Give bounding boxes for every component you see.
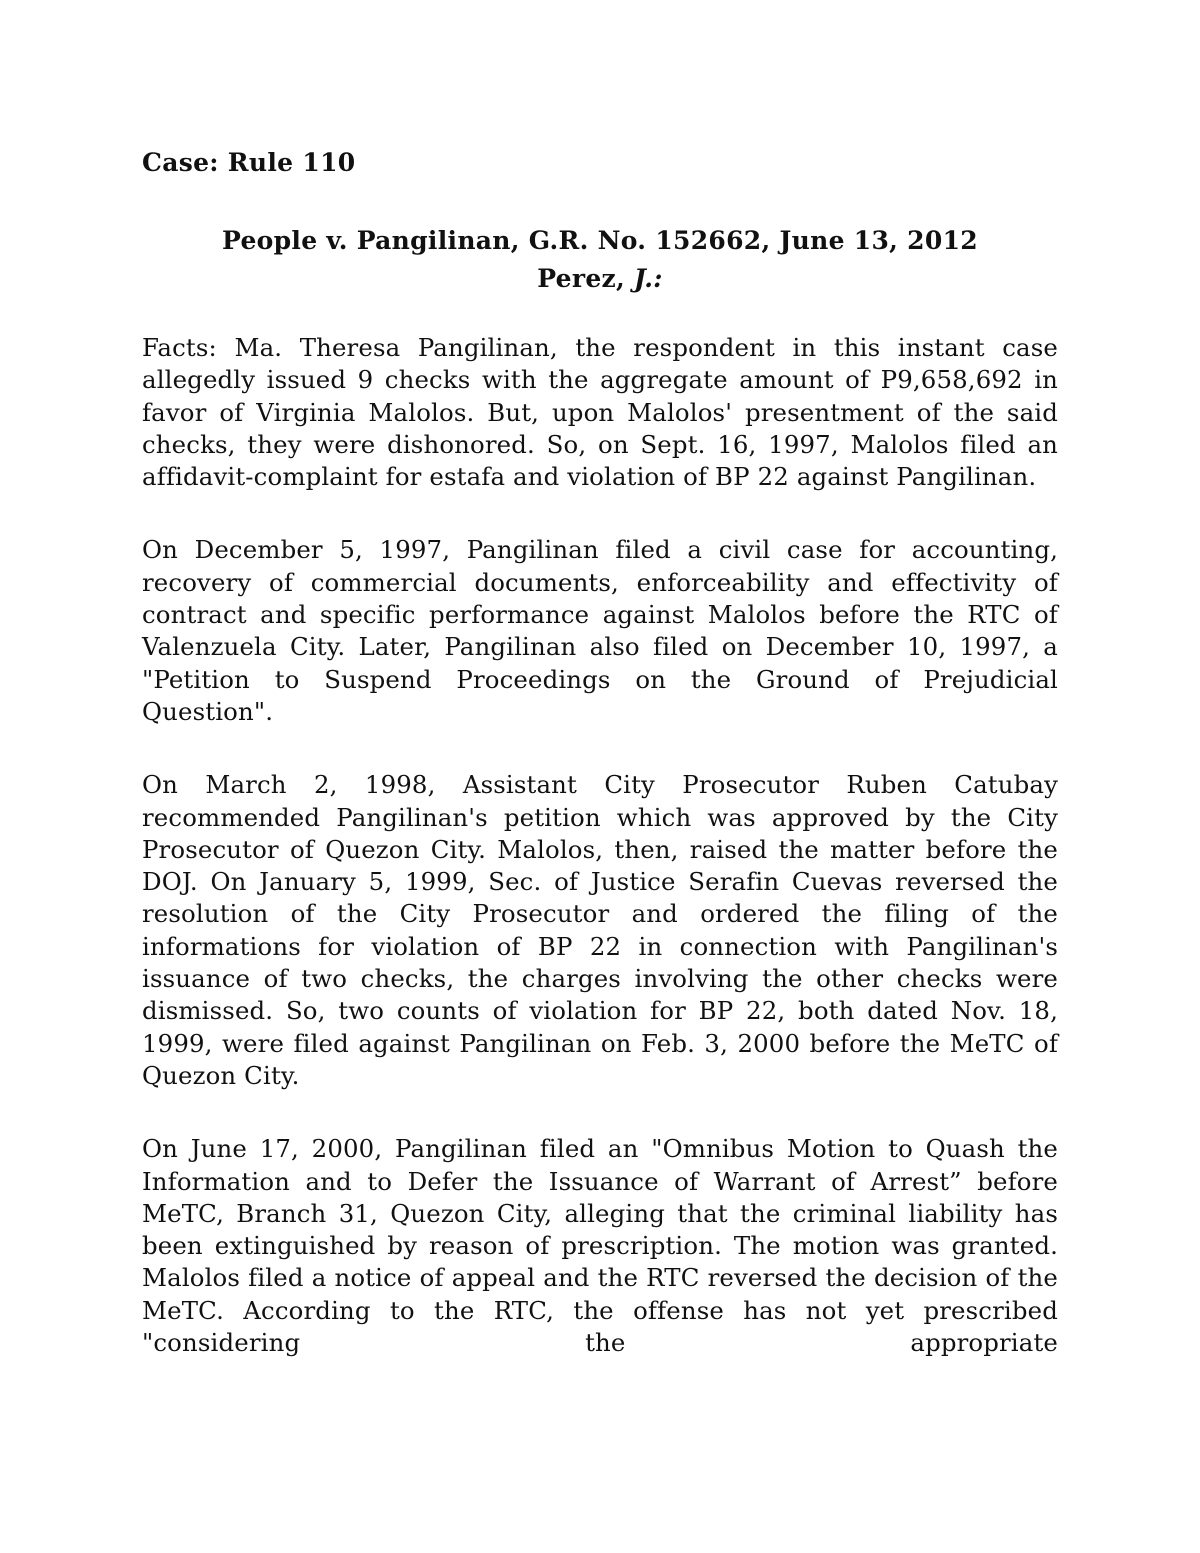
paragraph-civil-case: On December 5, 1997, Pangilinan filed a civil case for accounting, recovery of commercial documents, enforceability and effectivity of contract and specific performance against Malolos before the RTC of Valenzuela City. Later, Pangilinan also filed on December 10, 1997, a "Petition to Suspend Proceedings on the Ground of Prejudicial Question". xyxy=(142,535,1058,726)
case-title: People v. Pangilinan, G.R. No. 152662, June 13, 2012 xyxy=(222,226,978,255)
paragraph-facts: Facts: Ma. Theresa Pangilinan, the respondent in this instant case allegedly issued 9 checks with the aggregate amount of P9,658,692 in favor of Virginia Malolos. But, upon Malolos' presentment of the said checks, they were dishonored. So, on Sept. 16, 1997, Malolos filed an affidavit-complaint for estafa and violation of BP 22 against Pangilinan. xyxy=(142,333,1058,492)
case-label: Case: Rule 110 xyxy=(142,148,356,177)
ponente-line xyxy=(142,260,1058,298)
paragraph-doj-resolution: On March 2, 1998, Assistant City Prosecutor Ruben Catubay recommended Pangilinan's petition which was approved by the City Prosecutor of Quezon City. Malolos, then, raised the matter before the DOJ. On January 5, 1999, Sec. of Justice Serafin Cuevas reversed the resolution of the City Prosecutor and ordered the filing of the informations for violation of BP 22 in connection with Pangilinan's issuance of two checks, the charges involving the other checks were dismissed. So, two counts of violation for BP 22, both dated Nov. 18, 1999, were filed against Pangilinan on Feb. 3, 2000 before the MeTC of Quezon City. xyxy=(142,770,1058,1090)
ponente-suffix: J.: xyxy=(634,264,663,293)
case-title-block xyxy=(142,222,1058,298)
ponente-name: Perez, xyxy=(537,264,635,293)
paragraph-omnibus-motion: On June 17, 2000, Pangilinan filed an "Omnibus Motion to Quash the Information and to Defer the Issuance of Warrant of Arrest” before MeTC, Branch 31, Quezon City, alleging that the criminal liability has been extinguished by reason of prescription. The motion was granted. Malolos filed a notice of appeal and the RTC reversed the decision of the MeTC. According to the RTC, the offense has not yet prescribed "considering the appropriate xyxy=(142,1134,1058,1358)
document-page xyxy=(142,140,1058,1359)
